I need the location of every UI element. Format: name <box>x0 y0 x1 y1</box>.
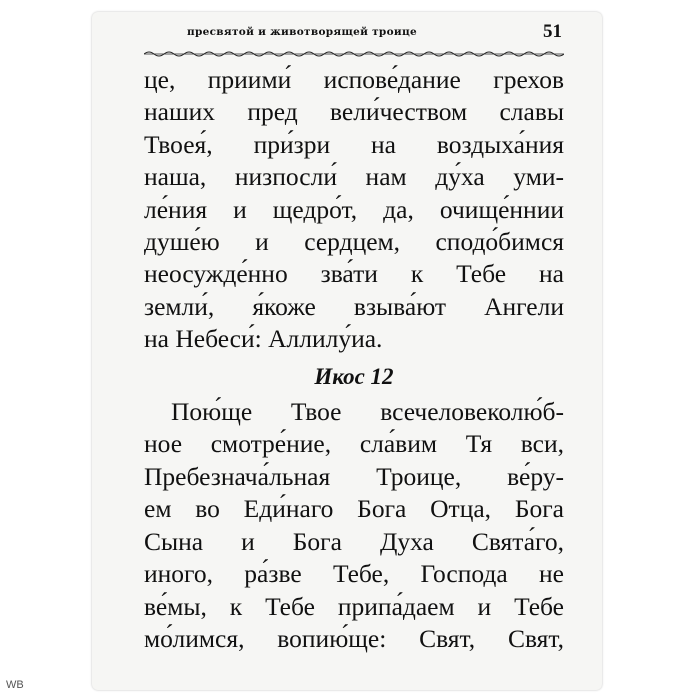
text-line: на Небеси́: Аллилу́иа. <box>144 324 383 354</box>
text-line: ве́мы, к Тебе припа́даем и Тебе <box>144 591 564 621</box>
page-number: 51 <box>543 21 562 42</box>
text-line: земли́, я́коже взыва́ют Ангели <box>144 291 564 321</box>
book-page <box>92 12 602 690</box>
text-line: ное смотре́ние, сла́вим Тя вси, <box>144 429 564 459</box>
text-line: Твоея́, при́зри на воздыха́ния <box>144 129 564 159</box>
text-line: Сына и Бога Духа Свята́го, <box>144 526 564 556</box>
text-line: мо́лимся, вопию́ще: Свят, Свят, <box>144 623 564 653</box>
text-line: наша, низпосли́ нам ду́ха уми- <box>144 162 564 192</box>
running-head: пресвятой и животворящей троице <box>187 26 418 38</box>
text-line: Пою́ще Твое всечеловеколю́б- <box>171 397 564 427</box>
watermark-label: WB <box>6 679 24 691</box>
text-line: иного, ра́зве Тебе, Господа не <box>144 559 564 589</box>
text-line: неосужде́нно зва́ти к Тебе на <box>144 259 564 289</box>
text-line: Пребезнача́льная Троице, ве́ру- <box>144 461 564 491</box>
prayer-text <box>144 64 564 655</box>
section-heading-ikos: Икос 12 <box>314 363 394 389</box>
text-line: це, приими́ испове́дание грехов <box>144 65 564 94</box>
decorative-ornament-rule <box>144 50 564 58</box>
text-line: ле́ния и щедро́т, да, очище́ннии <box>144 194 564 224</box>
text-line: наших пред вели́чеством славы <box>144 97 564 127</box>
text-line: душе́ю и сердцем, сподо́бимся <box>144 227 564 257</box>
text-line: ем во Еди́наго Бога Отца, Бога <box>144 494 564 524</box>
